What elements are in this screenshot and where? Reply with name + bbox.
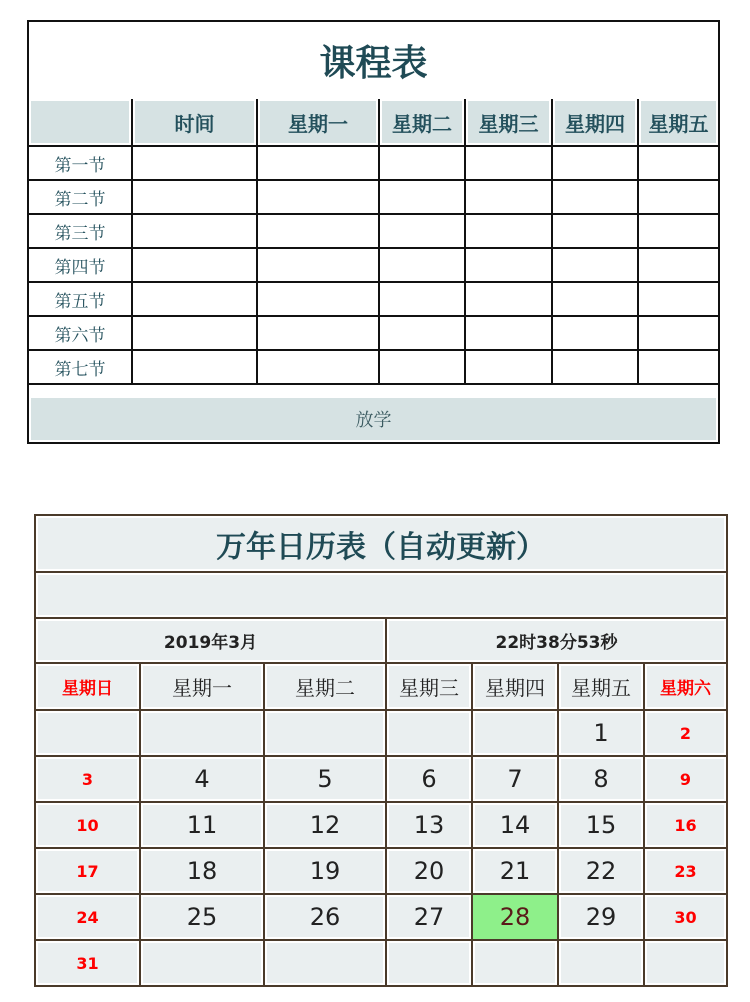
schedule-cell[interactable] <box>132 146 257 180</box>
header-wednesday: 星期三 <box>465 99 552 146</box>
calendar-grid <box>36 516 726 985</box>
calendar-day: 6 <box>386 756 472 802</box>
header-tuesday: 星期二 <box>379 99 465 146</box>
schedule-cell[interactable] <box>465 316 552 350</box>
schedule-cell[interactable] <box>638 350 718 384</box>
schedule-cell[interactable] <box>552 146 638 180</box>
schedule-cell[interactable] <box>132 282 257 316</box>
calendar-day: 8 <box>558 756 644 802</box>
calendar-day: 14 <box>472 802 558 848</box>
calendar-day: 16 <box>644 802 726 848</box>
weekday-header: 星期日 <box>36 663 140 710</box>
calendar-day: 22 <box>558 848 644 894</box>
calendar-day <box>386 940 472 985</box>
calendar-title: 万年日历表（自动更新） <box>36 516 726 572</box>
calendar-day: 24 <box>36 894 140 940</box>
weekday-header: 星期一 <box>140 663 264 710</box>
calendar-day: 23 <box>644 848 726 894</box>
calendar-day: 17 <box>36 848 140 894</box>
schedule-cell[interactable] <box>257 248 379 282</box>
calendar-day <box>36 710 140 756</box>
schedule-cell[interactable] <box>257 282 379 316</box>
schedule-cell[interactable] <box>465 146 552 180</box>
calendar-day: 13 <box>386 802 472 848</box>
period-label: 第一节 <box>29 146 132 180</box>
schedule-cell[interactable] <box>132 350 257 384</box>
period-row <box>29 248 718 282</box>
calendar-day <box>644 940 726 985</box>
current-time: 22时38分53秒 <box>386 618 726 663</box>
schedule-cell[interactable] <box>552 316 638 350</box>
calendar-week-row <box>36 756 726 802</box>
weekday-header: 星期五 <box>558 663 644 710</box>
weekday-header: 星期六 <box>644 663 726 710</box>
calendar-week-row <box>36 848 726 894</box>
header-time: 时间 <box>132 99 257 146</box>
weekday-header-row <box>36 663 726 710</box>
calendar-day <box>140 710 264 756</box>
calendar-day: 21 <box>472 848 558 894</box>
schedule-cell[interactable] <box>638 146 718 180</box>
schedule-cell[interactable] <box>552 248 638 282</box>
schedule-cell[interactable] <box>465 214 552 248</box>
calendar-day: 18 <box>140 848 264 894</box>
period-row <box>29 350 718 384</box>
calendar-week-row <box>36 802 726 848</box>
schedule-cell[interactable] <box>257 180 379 214</box>
period-label: 第二节 <box>29 180 132 214</box>
calendar-day: 20 <box>386 848 472 894</box>
schedule-cell[interactable] <box>132 316 257 350</box>
schedule-cell[interactable] <box>552 214 638 248</box>
calendar-day-today: 28 <box>472 894 558 940</box>
calendar-day <box>264 710 386 756</box>
calendar-week-row <box>36 710 726 756</box>
calendar-day: 3 <box>36 756 140 802</box>
schedule-header-row <box>29 99 718 146</box>
period-row <box>29 282 718 316</box>
schedule-cell[interactable] <box>132 248 257 282</box>
calendar-day: 15 <box>558 802 644 848</box>
header-corner <box>29 99 132 146</box>
schedule-title: 课程表 <box>29 22 718 101</box>
calendar-day: 1 <box>558 710 644 756</box>
course-schedule-table <box>27 20 720 444</box>
period-label: 第五节 <box>29 282 132 316</box>
schedule-cell[interactable] <box>638 316 718 350</box>
schedule-cell[interactable] <box>257 316 379 350</box>
calendar-day <box>472 940 558 985</box>
calendar-day: 11 <box>140 802 264 848</box>
calendar-day: 19 <box>264 848 386 894</box>
header-monday: 星期一 <box>257 99 379 146</box>
period-label: 第七节 <box>29 350 132 384</box>
calendar-day: 10 <box>36 802 140 848</box>
weekday-header: 星期三 <box>386 663 472 710</box>
calendar-blank-row <box>36 572 726 618</box>
weekday-header: 星期二 <box>264 663 386 710</box>
calendar-day: 9 <box>644 756 726 802</box>
schedule-cell[interactable] <box>132 214 257 248</box>
calendar-day: 12 <box>264 802 386 848</box>
calendar-day: 7 <box>472 756 558 802</box>
calendar-week-row <box>36 940 726 985</box>
schedule-cell[interactable] <box>379 316 465 350</box>
calendar-day: 30 <box>644 894 726 940</box>
schedule-cell[interactable] <box>465 350 552 384</box>
schedule-cell[interactable] <box>552 180 638 214</box>
schedule-cell[interactable] <box>552 282 638 316</box>
weekday-header: 星期四 <box>472 663 558 710</box>
calendar-day <box>472 710 558 756</box>
schedule-cell[interactable] <box>132 180 257 214</box>
calendar-day <box>264 940 386 985</box>
schedule-cell[interactable] <box>379 146 465 180</box>
schedule-grid <box>29 99 718 385</box>
calendar-day: 2 <box>644 710 726 756</box>
calendar-week-row <box>36 894 726 940</box>
schedule-cell[interactable] <box>638 248 718 282</box>
schedule-cell[interactable] <box>379 180 465 214</box>
period-row <box>29 180 718 214</box>
period-row <box>29 146 718 180</box>
dismissal-row: 放学 <box>29 396 718 442</box>
calendar-day <box>140 940 264 985</box>
schedule-cell[interactable] <box>552 350 638 384</box>
calendar-day: 5 <box>264 756 386 802</box>
schedule-cell[interactable] <box>638 214 718 248</box>
schedule-cell[interactable] <box>257 214 379 248</box>
current-month: 2019年3月 <box>36 618 386 663</box>
calendar-day: 25 <box>140 894 264 940</box>
period-row <box>29 214 718 248</box>
calendar-day <box>386 710 472 756</box>
calendar-day: 4 <box>140 756 264 802</box>
schedule-cell[interactable] <box>465 282 552 316</box>
calendar-day: 27 <box>386 894 472 940</box>
schedule-cell[interactable] <box>257 350 379 384</box>
period-label: 第三节 <box>29 214 132 248</box>
schedule-cell[interactable] <box>638 282 718 316</box>
schedule-cell[interactable] <box>638 180 718 214</box>
period-label: 第六节 <box>29 316 132 350</box>
calendar-day <box>558 940 644 985</box>
period-row <box>29 316 718 350</box>
perpetual-calendar <box>34 514 728 987</box>
calendar-day: 26 <box>264 894 386 940</box>
header-friday: 星期五 <box>638 99 718 146</box>
schedule-cell[interactable] <box>379 248 465 282</box>
calendar-day: 29 <box>558 894 644 940</box>
header-thursday: 星期四 <box>552 99 638 146</box>
schedule-cell[interactable] <box>465 180 552 214</box>
schedule-cell[interactable] <box>257 146 379 180</box>
schedule-cell[interactable] <box>379 350 465 384</box>
schedule-cell[interactable] <box>379 282 465 316</box>
schedule-cell[interactable] <box>465 248 552 282</box>
calendar-day: 31 <box>36 940 140 985</box>
period-label: 第四节 <box>29 248 132 282</box>
schedule-cell[interactable] <box>379 214 465 248</box>
